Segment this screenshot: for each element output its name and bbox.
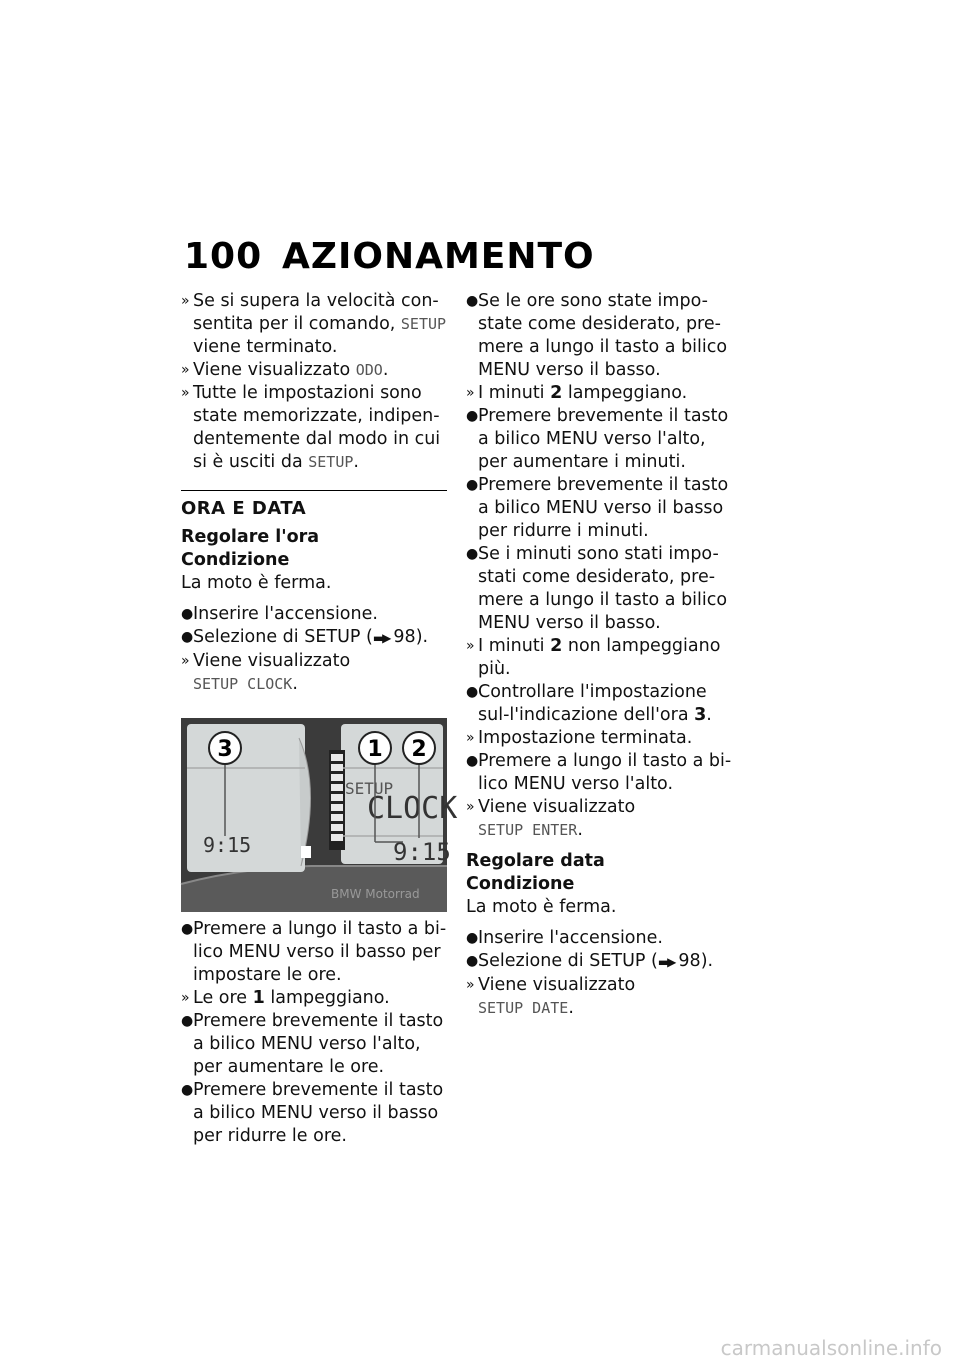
rev-bar	[331, 774, 343, 781]
item-text: Se i minuti sono stati impo-stati come desiderato, pre-mere a lungo il tasto a bilico MENU verso il basso.	[478, 544, 728, 633]
subheading-condition-2: Condizione	[466, 874, 575, 894]
item-text: Premere a lungo il tasto a bi-lico MENU verso l'alto.	[478, 751, 732, 794]
item-text: Premere a lungo il tasto a bi-lico MENU verso il basso per impostare le ore.	[193, 919, 447, 985]
item-tail: ).	[700, 951, 714, 971]
result-arrow-icon: »	[466, 638, 475, 654]
item-text: Tutte le impostazioni sono state memorizzate, indipen-dentemente dal modo in cui si è usciti da	[193, 383, 441, 472]
display-text: SETUP CLOCK	[193, 675, 293, 693]
bullet-icon: ●	[466, 953, 479, 969]
bullet-icon: ●	[466, 477, 479, 493]
section-divider	[181, 490, 447, 491]
item-text: Inserire l'accensione.	[193, 604, 378, 624]
bullet-icon: ●	[466, 753, 479, 769]
list-item	[181, 1010, 447, 1079]
item-text: Premere brevemente il tasto a bilico MENU verso l'alto, per aumentare le ore.	[193, 1011, 444, 1077]
condition-text: La moto è ferma.	[181, 573, 332, 593]
result-arrow-icon: »	[466, 385, 475, 401]
item-text: Se si supera la velocità con-sentita per il comando,	[193, 291, 439, 334]
item-text: Selezione di SETUP (	[193, 627, 373, 647]
item-text: I minuti	[478, 636, 551, 656]
result-arrow-icon: »	[466, 799, 475, 815]
list-item	[181, 290, 447, 359]
bullet-icon: ●	[466, 546, 479, 562]
bullet-icon: ●	[181, 1013, 194, 1029]
list-item	[466, 950, 738, 974]
item-text: Selezione di SETUP (	[478, 951, 658, 971]
rev-bar	[331, 814, 343, 821]
bullet-icon: ●	[466, 293, 479, 309]
display-code: ODO	[355, 361, 383, 379]
item-text: Viene visualizzato	[193, 360, 356, 380]
list-item	[181, 918, 447, 987]
item-tail: .	[706, 705, 712, 725]
page-ref-link[interactable]: 98	[678, 951, 701, 971]
display-date: SETUP DATE	[478, 999, 569, 1017]
list-item	[181, 650, 447, 673]
page-title: AZIONAMENTO	[282, 236, 595, 277]
page-ref-link[interactable]: 98	[393, 627, 416, 647]
rev-bar	[331, 834, 343, 841]
section-title: ORA E DATA	[181, 498, 307, 519]
list-item	[181, 603, 447, 626]
list-item	[466, 382, 738, 405]
result-arrow-icon: »	[181, 385, 190, 401]
item-text: Controllare l'impostazione sul-l'indicazione dell'ora	[478, 682, 707, 725]
item-text: Inserire l'accensione.	[478, 928, 663, 948]
right-column: ● Se le ore sono state impo-state come desiderato, pre-mere a lungo il tasto a bilico MENU verso il basso. » I minuti 2 lampeggiano. ● Premere brevemente il tasto a bilico MENU verso l'alto, per aumentare i minuti. ● Premere brevemente il tasto a bilico MENU verso il basso per ridurre i minuti. ● Se i minuti sono stati impo-stati come desiderato, pre-mere a lungo il tasto a bilico MENU verso il basso. » I minuti 2 non lampeggiano più. ● Controllare l'impostazione sul-l'indicazione dell'ora 3. » Impostazione terminata. ● Premere a lungo il tasto a bi-lico MENU verso l'alto. » Viene visualizzato SETUP ENTER. Regolare data Condizione La moto è ferma. ● Inserire l'accensione. ● Selezione di SETUP (▬▶ 98). » Viene visualizzato SETUP DATE.	[466, 290, 738, 1020]
callout-3-label: 3	[217, 737, 233, 762]
result-arrow-icon: »	[181, 362, 190, 378]
item-text: Premere brevemente il tasto a bilico MENU verso il basso per ridurre i minuti.	[478, 475, 729, 541]
rev-bar	[331, 804, 343, 811]
item-tail: non lampeggiano più.	[478, 636, 721, 679]
list-item	[466, 290, 738, 382]
subheading-date: Regolare data	[466, 851, 605, 871]
bullet-icon: ●	[181, 629, 194, 645]
list-item	[181, 1079, 447, 1148]
result-arrow-icon: »	[466, 730, 475, 746]
steps-list-right	[466, 290, 738, 819]
callout-ref: 2	[550, 383, 563, 403]
list-item	[181, 359, 447, 382]
item-tail: lampeggiano.	[264, 988, 390, 1008]
dashboard-figure	[181, 718, 458, 912]
result-arrow-icon: »	[181, 293, 190, 309]
list-item	[466, 974, 738, 997]
steps-list-c	[466, 927, 738, 997]
lcd-setup: SETUP	[345, 779, 394, 798]
list-item	[181, 626, 447, 650]
bullet-icon: ●	[466, 408, 479, 424]
rev-bar	[331, 824, 343, 831]
result-arrow-icon: »	[181, 990, 190, 1006]
intro-list	[181, 290, 447, 474]
item-text: Se le ore sono state impo-state come desiderato, pre-mere a lungo il tasto a bilico MENU verso il basso.	[478, 291, 728, 380]
callout-ref: 1	[252, 988, 265, 1008]
item-text: Viene visualizzato	[193, 651, 351, 671]
fuel-icon	[301, 846, 311, 858]
lcd-time-right: 9:15	[393, 838, 451, 866]
item-text: I minuti	[478, 383, 551, 403]
lcd-time-left: 9:15	[203, 833, 252, 857]
item-text: Le ore	[193, 988, 253, 1008]
steps-list	[181, 603, 447, 673]
condition-text-2: La moto è ferma.	[466, 897, 617, 917]
list-item	[466, 543, 738, 635]
subheading-time: Regolare l'ora	[181, 527, 320, 547]
item-text: Premere brevemente il tasto a bilico MENU verso l'alto, per aumentare i minuti.	[478, 406, 729, 472]
callout-ref: 3	[694, 705, 707, 725]
rev-bar	[331, 754, 343, 761]
left-column: » Se si supera la velocità con-sentita per il comando, SETUP viene terminato. » Viene visualizzato ODO. » Tutte le impostazioni sono state memorizzate, indipen-dentemente dal modo in cui si è usciti da SETUP. ORA E DATA Regolare l'ora Condizione La moto è ferma. ● Inserire l'accensione. ● Selezione di SETUP (▬▶ 98). » Viene visualizzato SETUP CLOCK. SETUP CLOCK 9:15 9:15 BMW Motorrad 3 1 2 ● Premere a lungo il tasto a bi-lico MENU verso il basso per impostare le ore. » Le ore 1 lampeggiano. ● Premere brevemente il tasto a bilico MENU verso l'alto, per aumentare le ore. ● Premere brevemente il tasto a bilico MENU verso il basso per ridurre le ore.	[181, 291, 458, 1146]
list-item	[466, 635, 738, 681]
item-tail: viene terminato.	[193, 337, 338, 357]
list-item	[466, 405, 738, 474]
bullet-icon: ●	[181, 1082, 194, 1098]
item-text: Impostazione terminata.	[478, 728, 693, 748]
item-tail: ).	[415, 627, 429, 647]
list-item	[466, 727, 738, 750]
bullet-icon: ●	[181, 921, 194, 937]
display-code: SETUP	[400, 315, 447, 333]
result-arrow-icon: »	[466, 977, 475, 993]
display-enter: SETUP ENTER	[478, 821, 578, 839]
item-tail: .	[382, 360, 389, 380]
subheading-condition: Condizione	[181, 550, 290, 570]
page-ref-arrow-icon: ▬▶	[657, 955, 675, 969]
page-ref-arrow-icon: ▬▶	[372, 631, 390, 645]
dashboard-illustration	[181, 718, 458, 912]
rev-bar	[331, 794, 343, 801]
page-header	[184, 236, 595, 286]
rev-bars	[331, 754, 343, 841]
result-arrow-icon: »	[181, 653, 190, 669]
callout-1-label: 1	[367, 737, 383, 762]
display-code: SETUP	[308, 453, 354, 471]
lcd-clock: CLOCK	[367, 791, 458, 826]
watermark: carmanualsonline.info	[720, 1336, 942, 1360]
bullet-icon: ●	[181, 606, 194, 622]
list-item	[466, 927, 738, 950]
callout-ref: 2	[550, 636, 563, 656]
callout-2-label: 2	[411, 737, 427, 762]
page-number: 100	[184, 236, 263, 277]
rev-bar	[331, 764, 343, 771]
item-text: Premere brevemente il tasto a bilico MENU verso il basso per ridurre le ore.	[193, 1080, 444, 1146]
bullet-icon: ●	[466, 930, 479, 946]
item-text: Viene visualizzato	[478, 975, 636, 995]
list-item	[181, 382, 447, 474]
steps-list-b	[181, 918, 447, 1148]
item-tail: lampeggiano.	[562, 383, 688, 403]
list-item	[466, 681, 738, 727]
list-item	[466, 796, 738, 819]
list-item	[466, 750, 738, 796]
list-item	[466, 474, 738, 543]
list-item	[181, 987, 447, 1010]
item-text: Viene visualizzato	[478, 797, 636, 817]
item-tail: .	[353, 452, 359, 472]
bullet-icon: ●	[466, 684, 479, 700]
brand-logo: BMW Motorrad	[331, 887, 420, 901]
rev-bar	[331, 784, 343, 791]
